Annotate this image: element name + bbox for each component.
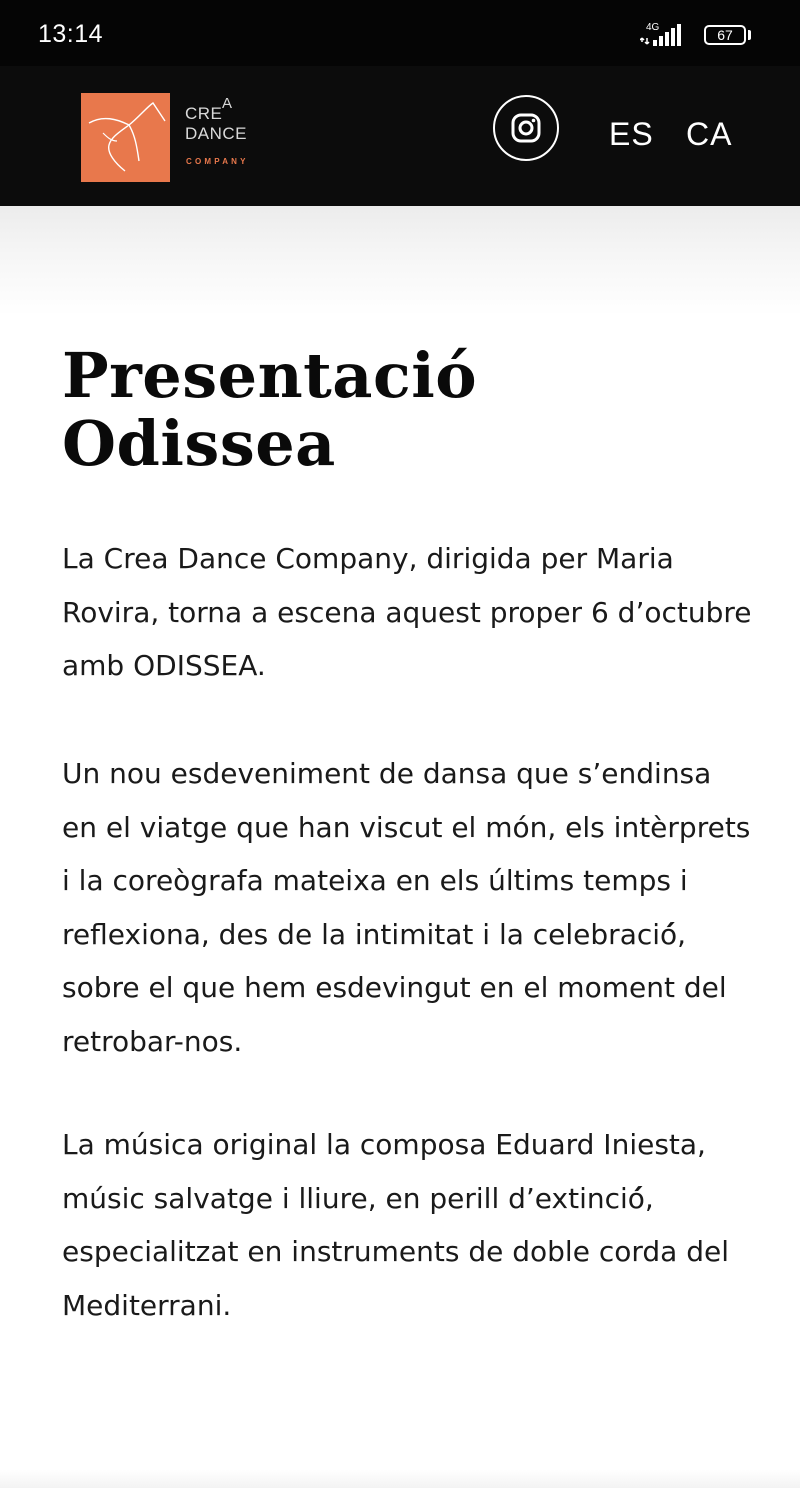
battery-icon <box>704 25 746 45</box>
status-icons <box>644 20 754 52</box>
instagram-icon <box>511 113 541 143</box>
language-ca-link[interactable]: CA <box>686 116 733 152</box>
bottom-fade <box>0 1470 800 1488</box>
logo-mark <box>81 93 170 182</box>
battery-tip <box>748 30 751 40</box>
intro-paragraph: La Crea Dance Company, dirigida per Maria Rovira, torna a escena aquest proper 6 d’octubre amb ODISSEA. <box>62 542 752 682</box>
logo-text-company: COMPANY <box>186 157 249 166</box>
network-type-label: 4G <box>646 22 660 33</box>
status-time: 13:14 <box>38 20 104 48</box>
language-es-link[interactable]: ES <box>609 116 654 152</box>
site-header <box>0 66 800 206</box>
logo-text-crea: CRE <box>185 104 223 123</box>
header-shadow <box>0 206 800 316</box>
signal-strength-icon <box>640 20 692 52</box>
battery-level: 67 <box>717 27 733 43</box>
music-paragraph: La música original la composa Eduard Iniesta, músic salvatge i lliure, en perill d’extinció́, especialitzat en instruments de doble corda del Mediterrani. <box>62 1128 729 1322</box>
status-bar <box>0 0 800 66</box>
logo-text-dance: DANCE <box>185 124 248 143</box>
logo-text-a: A <box>222 95 233 112</box>
instagram-button[interactable] <box>493 95 559 161</box>
company-logo[interactable] <box>81 93 261 183</box>
description-paragraph: Un nou esdeveniment de dansa que s’endinsa en el viatge que han viscut el món, els intèrprets i la coreògrafa mateixa en els últims temps i reflexiona, des de la intimitat i la celebració́, sobre el que hem esdevingut en el moment del retrobar-nos. <box>62 757 751 1058</box>
page-title: Presentació Odissea <box>62 339 478 480</box>
dancer-figure-icon <box>81 93 170 182</box>
